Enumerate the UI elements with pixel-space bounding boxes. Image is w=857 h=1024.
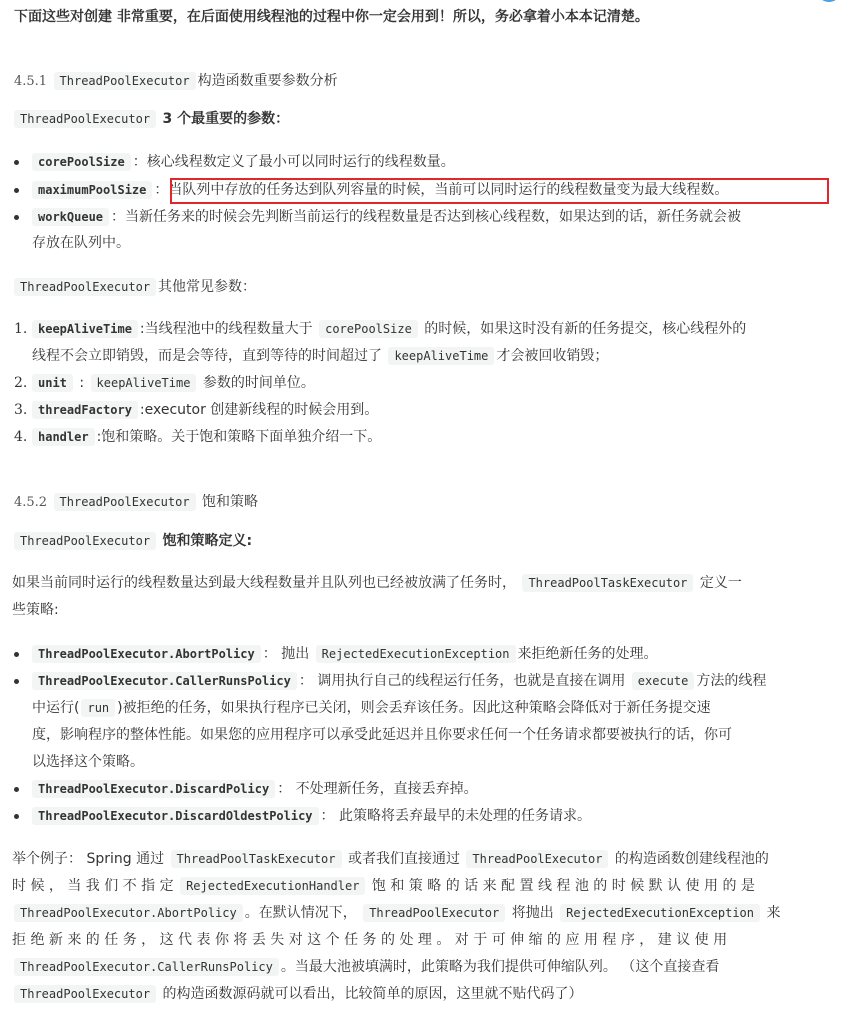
- param-code: handler: [32, 428, 95, 446]
- inline-code: ThreadPoolExecutor.AbortPolicy: [14, 904, 243, 922]
- param-desc: :: [79, 375, 85, 391]
- inline-code: ThreadPoolExecutor: [14, 985, 156, 1003]
- paragraph-text: 的构造函数创建线程池的: [614, 851, 769, 867]
- policy-code: ThreadPoolExecutor.DiscardPolicy: [32, 780, 275, 798]
- scroll-top-badge-icon[interactable]: [817, 0, 841, 2]
- class-code: ThreadPoolExecutor: [54, 72, 196, 90]
- example-line-3: [12, 900, 780, 926]
- inline-code: ThreadPoolExecutor: [466, 850, 608, 868]
- policy-caller-runs: [30, 668, 766, 694]
- class-code: ThreadPoolExecutor: [14, 278, 156, 296]
- param-desc: 参数的时间单位。: [202, 375, 315, 391]
- inline-code: run: [81, 699, 115, 717]
- class-code: ThreadPoolExecutor: [14, 110, 156, 128]
- list-number: 1.: [14, 321, 28, 337]
- param-desc: :当线程池中的线程数量大于: [139, 321, 313, 337]
- paragraph-text: 举个例子： Spring 通过: [12, 851, 165, 867]
- section-451-heading: [14, 68, 338, 94]
- section-number: 4.5.2: [14, 495, 48, 510]
- policy-desc: 来拒绝新任务的处理。: [517, 646, 658, 662]
- param-desc: 线程不会立即销毁，而是会等待，直到等待的时间超过了: [32, 348, 382, 364]
- policy-desc: ： 抛出: [262, 646, 310, 662]
- paragraph-text: 饱 和 策 略 的 话 来 配 置 线 程 池 的 时 候 默 认 使 用 的 是: [371, 878, 755, 894]
- inline-code: keepAliveTime: [91, 374, 197, 392]
- inline-code: RejectedExecutionHandler: [180, 877, 365, 895]
- param-thread-factory: [30, 397, 378, 423]
- example-line-1: [12, 846, 769, 872]
- param-core-pool-size: [30, 149, 455, 175]
- param-desc: 的时候，如果这时没有新的任务提交，核心线程外的: [424, 321, 747, 337]
- paragraph-text: 时 候 ， 当 我 们 不 指 定: [12, 878, 174, 894]
- policy-definition-heading: [12, 528, 252, 554]
- inline-code: ThreadPoolTaskExecutor: [171, 850, 342, 868]
- policy-intro-cont: 些策略:: [12, 602, 59, 618]
- param-desc: :executor 创建新线程的时候会用到。: [139, 402, 379, 418]
- inline-code: ThreadPoolExecutor: [363, 904, 505, 922]
- policy-code: ThreadPoolExecutor.AbortPolicy: [32, 645, 261, 663]
- bullet-icon: [14, 652, 19, 657]
- list-number: 2.: [14, 375, 28, 391]
- param-maximum-pool-size: [30, 177, 728, 203]
- policy-desc: )被拒绝的任务，如果执行程序已关闭，则会丢弃该任务。因此这种策略会降低对于新任务提交速: [117, 700, 711, 716]
- policy-desc: 中运行(: [32, 700, 80, 716]
- param-desc: :饱和策略。关于饱和策略下面单独介绍一下。: [96, 429, 382, 445]
- example-line-5: [12, 954, 719, 980]
- param-work-queue-cont: 存放在队列中。: [32, 235, 130, 251]
- param-keep-alive-time: [30, 316, 746, 342]
- class-code: ThreadPoolExecutor: [14, 532, 156, 550]
- example-line-4: 拒 绝 新 来 的 任 务 ， 这 代 表 你 将 丢 失 对 这 个 任 务 的 处 理 。 对 于 可 伸 缩 的 应 用 程 序 ， 建 议 使 用: [12, 932, 728, 948]
- paragraph-text: 的构造函数源码就可以看出，比较简单的原因，这里就不贴代码了）: [162, 986, 583, 1002]
- section-number: 4.5.1: [14, 74, 48, 89]
- heading-text: 饱和策略定义:: [162, 533, 253, 549]
- inline-code: RejectedExecutionException: [560, 904, 760, 922]
- inline-code: corePoolSize: [319, 320, 418, 338]
- policy-code: ThreadPoolExecutor.CallerRunsPolicy: [32, 672, 297, 690]
- list-number: 4.: [14, 429, 28, 445]
- policy-abort: [30, 641, 658, 667]
- param-code: corePoolSize: [32, 153, 131, 171]
- policy-caller-runs-cont: [32, 695, 711, 721]
- inline-code: ThreadPoolTaskExecutor: [522, 574, 693, 592]
- param-code: keepAliveTime: [32, 320, 138, 338]
- inline-code: execute: [632, 672, 695, 690]
- paragraph-text: 。在默认情况下，: [244, 905, 357, 921]
- paragraph-text: 或者我们直接通过: [347, 851, 460, 867]
- inline-code: RejectedExecutionException: [316, 645, 516, 663]
- inline-code: ThreadPoolExecutor.CallerRunsPolicy: [14, 958, 279, 976]
- policy-desc: ： 此策略将丢弃最早的未处理的任务请求。: [320, 808, 591, 824]
- param-code: workQueue: [32, 208, 109, 226]
- param-code: unit: [32, 374, 73, 392]
- param-work-queue: [30, 204, 741, 230]
- policy-desc: 方法的线程: [696, 673, 767, 689]
- policy-discard-oldest: [30, 803, 591, 829]
- param-desc: ：核心线程数定义了最小可以同时运行的线程数量。: [132, 154, 455, 170]
- policy-caller-runs-cont: 以选择这个策略。: [32, 754, 144, 770]
- policy-caller-runs-cont: 度，影响程序的整体性能。如果您的应用程序可以承受此延迟并且你要求任何一个任务请求都要被执行的话，你可: [32, 727, 732, 743]
- class-code: ThreadPoolExecutor: [54, 493, 196, 511]
- other-params-heading: [12, 274, 256, 300]
- policy-desc: ： 不处理新任务，直接丢弃掉。: [277, 781, 478, 797]
- param-desc: 才会被回收销毁；: [496, 348, 609, 364]
- bullet-icon: [14, 215, 19, 220]
- param-code: maximumPoolSize: [32, 181, 152, 199]
- bullet-icon: [14, 160, 19, 165]
- intro-text: 下面这些对创建 非常重要，在后面使用线程池的过程中你一定会用到！所以，务必拿着小本本记清楚。: [14, 9, 649, 25]
- heading-text: 其他常见参数：: [158, 279, 257, 295]
- policy-intro: [12, 570, 742, 596]
- heading-text: 3 个最重要的参数：: [162, 111, 290, 127]
- paragraph-text: 来: [766, 905, 781, 921]
- param-code: threadFactory: [32, 401, 138, 419]
- example-line-6: [12, 981, 583, 1007]
- section-title: 饱和策略: [202, 494, 259, 510]
- inline-code: keepAliveTime: [388, 347, 494, 365]
- param-keep-alive-time-cont: [32, 343, 608, 369]
- list-number: 3.: [14, 402, 28, 418]
- important-params-heading: [12, 106, 289, 132]
- policy-desc: ： 调用执行自己的线程运行任务，也就是直接在调用: [298, 673, 626, 689]
- paragraph-text: 如果当前同时运行的线程数量达到最大线程数量并且队列也已经被放满了任务时，: [12, 575, 516, 591]
- policy-code: ThreadPoolExecutor.DiscardOldestPolicy: [32, 807, 319, 825]
- paragraph-text: 定义一: [699, 575, 742, 591]
- paragraph-text: 。当最大池被填满时，此策略为我们提供可伸缩队列。 （这个直接查看: [280, 959, 720, 975]
- param-handler: [30, 424, 381, 450]
- section-452-heading: [14, 489, 258, 515]
- bullet-icon: [14, 814, 19, 819]
- example-line-2: [12, 873, 755, 899]
- policy-discard: [30, 776, 478, 802]
- paragraph-text: 将抛出: [511, 905, 554, 921]
- param-desc: ：当新任务来的时候会先判断当前运行的线程数量是否达到核心线程数，如果达到的话，新任务就会被: [111, 209, 742, 225]
- bullet-icon: [14, 679, 19, 684]
- section-title: 构造函数重要参数分析: [197, 73, 338, 89]
- param-unit: [30, 370, 315, 396]
- bullet-icon: [14, 188, 19, 193]
- param-desc: ：当队列中存放的任务达到队列容量的时候，当前可以同时运行的线程数量变为最大线程数。: [154, 182, 729, 198]
- bullet-icon: [14, 787, 19, 792]
